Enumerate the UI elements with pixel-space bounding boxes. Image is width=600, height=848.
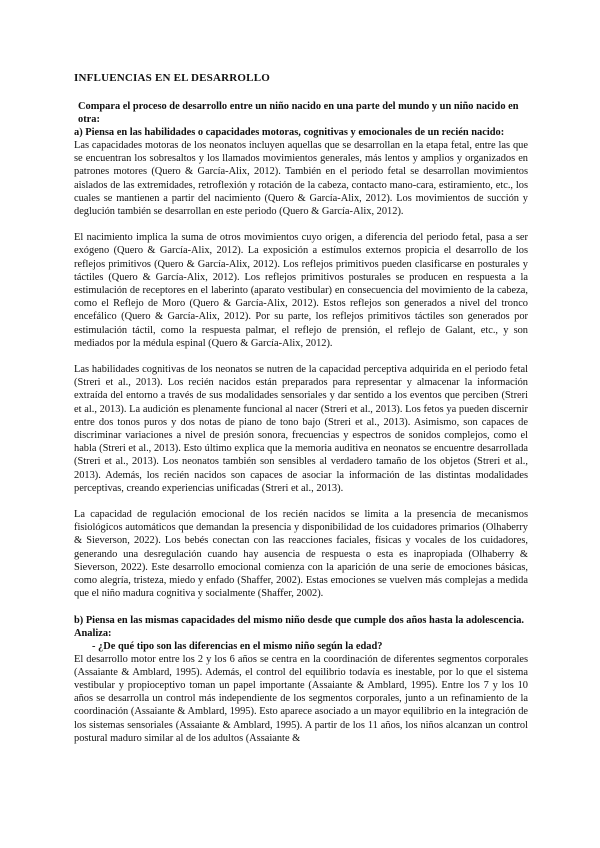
main-question: Compara el proceso de desarrollo entre un niño nacido en una parte del mundo y un niño nacido en otra: <box>78 101 519 125</box>
document-title: INFLUENCIAS EN EL DESARROLLO <box>74 72 271 84</box>
paragraph-reflexes: El nacimiento implica la suma de otros movimientos cuyo origen, a diferencia del periodo fetal, pasa a ser exógeno (Quero & García-Alix, 2012). La exposición a estímulos externos propicia el desarrollo de los reflejos primitivos (Quero & García-Alix, 2012). Los reflejos primitivos pueden clasificarse en posturales y táctiles (Quero & García-Alix, 2012). Los reflejos primitivos posturales se producen en respuesta a la estimulación de receptores en el laberinto (aparato vestibular) en consecuencia del movimiento de la cabeza, como el Reflejo de Moro (Quero & García-Alix, 2012). Estos reflejos son generados a nivel del tronco encefálico (Quero & García-Alix, 2012). Por su parte, los reflejos primitivos táctiles son generados por estimulación táctil, como la respuesta palmar, el reflejo de prensión, el reflejo de Galant, etc., y son mediados por la médula espinal (Quero & García-Alix, 2012). <box>74 232 528 349</box>
question-b-subquestion: - ¿De qué tipo son las diferencias en el mismo niño según la edad? <box>92 640 383 652</box>
paragraph-cognitive: Las habilidades cognitivas de los neonatos se nutren de la capacidad perceptiva adquirida en el periodo fetal (Streri et al., 2013). Los recién nacidos están preparados para representar y almacenar la información extraída del entorno a través de sus modalidades sensoriales y dar sentido a los eventos que perciben (Streri et al., 2013). La audición es plenamente funcional al nacer (Streri et al., 2013). Los fetos ya pueden discernir entre dos tonos puros y dos notas de piano de tono bajo (Streri et al., 2013). Asimismo, son capaces de discriminar variaciones a nivel de presión sonora, frecuencias y espectros de sonidos complejos, como el habla (Streri et al., 2013). Esto último explica que la memoria auditiva en neonatos se encuentre desarrollada (Streri et al., 2013). Los neonatos también son sensibles al verdadero tamaño de los objetos (Streri et al., 2013). Además, los recién nacidos son capaces de asociar la información de las distintas modalidades perceptivas, creando experiencias unificadas (Streri et al., 2013). <box>74 364 528 494</box>
paragraph-motor-development: El desarrollo motor entre los 2 y los 6 años se centra en la coordinación de diferentes segmentos corporales (Assaiante & Amblard, 1995). Además, el control del equilibrio todavía es inestable, por lo que el sistema vestibular y propioceptivo toman un papel importante (Assaiante & Amblard, 1995). Entre los 7 y los 10 años se desarrolla un control más independiente de los segmentos corporales, junto a un refinamiento de la coordinación (Assaiante & Amblard, 1995). Esto aparece asociado a un mayor equilibrio en la integración de los sistemas sensoriales (Assaiante & Amblard, 1995). A partir de los 11 años, los niños alcanzan un control postural maduro similar al de los adultos (Assaiante & <box>74 653 528 744</box>
question-a-heading: a) Piensa en las habilidades o capacidades motoras, cognitivas y emocionales de un recién nacido: <box>74 127 505 138</box>
question-b-heading: b) Piensa en las mismas capacidades del mismo niño desde que cumple dos años hasta la adolescencia. Analiza: <box>74 614 525 639</box>
paragraph-motor-neonates: Las capacidades motoras de los neonatos incluyen aquellas que se desarrollan en la etapa fetal, entre las que se encuentran los sobresaltos y los llamados movimientos generales, más lentos y amplios y organizados en patrones motores (Quero & García-Alix, 2012). También en el periodo fetal se desarrollan movimientos aislados de las extremidades, retroflexión y rotación de la cabeza, contacto mano-cara, estiramiento, etc., los cuales se mantienen a partir del nacimiento (Quero & García-Alix, 2012). Los movimientos de succión y deglución también se desarrollan en este periodo (Quero & García-Alix, 2012). <box>74 140 528 218</box>
paragraph-emotional: La capacidad de regulación emocional de los recién nacidos se limita a la presencia de mecanismos fisiológicos automáticos que demandan la presencia y disponibilidad de los cuidadores primarios (Olhaberry & Sieverson, 2022). Los bebés conectan con las reacciones faciales, físicas y vocales de los cuidadores, generando una desregulación cuando hay ausencia de respuesta o esta es inapropiada (Olhaberry & Sieverson, 2022). Este desarrollo emocional comienza con la aparición de una serie de emociones básicas, como alegría, tristeza, miedo y enfado (Shaffer, 2002). Estas emociones se vuelven más complejas a medida que el niño madura cognitiva y socialmente (Shaffer, 2002). <box>74 509 528 600</box>
